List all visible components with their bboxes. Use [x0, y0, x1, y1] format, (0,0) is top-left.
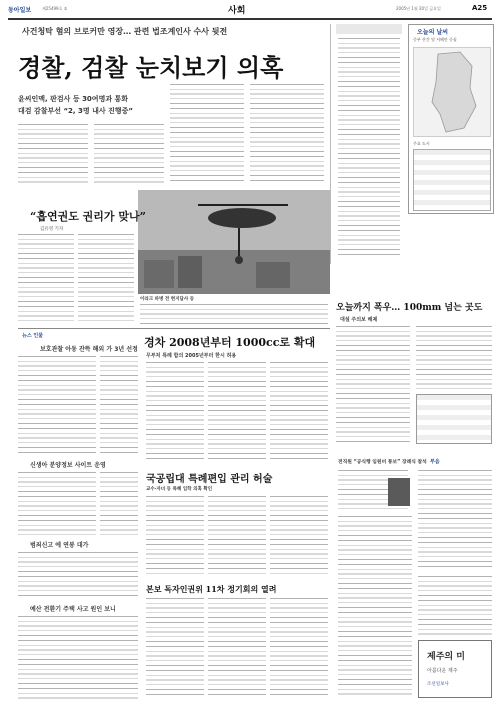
weather-box — [408, 24, 494, 214]
car-headline: 경차 2008년부터 1000cc로 확대 — [144, 336, 316, 349]
lead-deck-1: 윤씨인맥, 판검사 등 30여명과 통화 — [18, 95, 129, 103]
page-number: A25 — [472, 4, 488, 12]
weather-region-label: 주요 도시 — [413, 141, 430, 146]
advertisement[interactable] — [418, 640, 492, 698]
lead-body-col-4 — [250, 84, 324, 184]
photo-headline: 이라크 파병 전 현지답사 등 — [140, 297, 195, 302]
story6-headline: 범죄신고 에 연봉 대가 — [30, 542, 89, 549]
weather-title: 오늘의 날씨 — [417, 29, 449, 36]
column-title: “흡연권도 권리가 맞나” — [30, 210, 146, 223]
weather-table — [413, 149, 491, 211]
lead-body-col-2 — [94, 124, 164, 184]
photo-story — [138, 190, 330, 294]
story4-body-3 — [270, 598, 328, 698]
side-column — [336, 24, 402, 264]
brief-body-3 — [18, 472, 96, 536]
column-divider — [330, 24, 331, 264]
column-body-2 — [78, 234, 134, 324]
snow-body-2 — [416, 326, 492, 390]
brief-body-1 — [18, 356, 96, 456]
car-body-1 — [146, 362, 204, 462]
ad-brand: 제주의 미 — [427, 652, 465, 662]
brief-item-1: 보호관찰 아동 잔뜩 해외 가 3년 선정 — [40, 346, 138, 353]
lead-deck-2: 대검 감찰부선 “2, 3명 내사 진행중” — [18, 107, 133, 115]
masthead — [8, 3, 492, 17]
section-title: 사회 — [228, 6, 246, 16]
masthead-rule — [8, 18, 492, 20]
weather-subtitle: 중부 산간 및 서해안 중심 — [413, 37, 457, 42]
obit-title: 부음 — [430, 459, 440, 465]
lead-headline: 경찰, 검찰 눈치보기 의혹 — [18, 53, 284, 82]
story3-body-3 — [270, 496, 328, 576]
brief-body-2 — [100, 356, 138, 456]
right-lower-body-2 — [418, 576, 492, 636]
obituary-photo — [388, 478, 410, 506]
column-body-1 — [18, 234, 74, 324]
korea-map-shape — [414, 48, 492, 138]
story3-body-1 — [146, 496, 204, 576]
section-rule-1 — [18, 328, 330, 329]
story4-body-1 — [146, 598, 204, 698]
snow-headline: 오늘까지 폭우… 100mm 넘는 곳도 — [336, 303, 483, 313]
snow-table — [416, 394, 492, 444]
side-column-heading-bar — [336, 24, 402, 34]
weather-map — [413, 47, 491, 137]
lead-kicker: 사건청탁 혐의 브로커만 영장… 관련 법조계인사 수사 뒷전 — [22, 27, 228, 36]
brief-label: 뉴스 인물 — [22, 333, 44, 339]
helicopter-photo — [138, 190, 330, 294]
photo-caption — [140, 304, 328, 324]
side-column-body — [338, 38, 400, 258]
story3-sub: 교수·자녀 등 특혜 입학 의혹 확인 — [146, 487, 213, 492]
snow-body-1 — [336, 326, 410, 446]
car-body-2 — [208, 362, 266, 462]
story4-body-2 — [208, 598, 266, 698]
ad-tag: 조선일보사 — [427, 682, 449, 687]
column-byline: 김유영 기자 — [40, 227, 64, 232]
story3-headline: 국공립대 특례편입 관리 허술 — [146, 474, 273, 485]
paper-name: 동아일보 — [8, 7, 32, 14]
lead-body-col-1 — [18, 124, 88, 184]
story4-headline: 본보 독자인권위 11차 정기회의 열려 — [146, 584, 277, 594]
car-body-3 — [270, 362, 328, 462]
story6-body — [18, 552, 138, 600]
story5-body — [18, 616, 138, 700]
ad-line: 아름다운 제주 — [427, 668, 458, 674]
obit-notices — [418, 470, 492, 570]
right-lower-body-1 — [338, 516, 412, 696]
brief-body-4 — [100, 472, 138, 536]
issue-number: 제25499호 ② — [42, 6, 68, 11]
car-sub: 무부처 특례 합의 2005년부터 한시 허용 — [146, 353, 237, 359]
snow-sub: 대설 주의보 해제 — [340, 317, 378, 323]
story5-headline: 예산 전환기 주택 사고 원인 보니 — [30, 606, 116, 613]
story3-body-2 — [208, 496, 266, 576]
obit-headline: 전직원 “공식행 임원비 통보” 장례식 참석 — [338, 460, 427, 465]
lead-body-col-3 — [170, 84, 244, 184]
brief-item-2: 신생아 분양정보 사이트 운영 — [30, 462, 106, 469]
issue-date: 2005년 1월 20일 금요일 — [396, 6, 441, 11]
